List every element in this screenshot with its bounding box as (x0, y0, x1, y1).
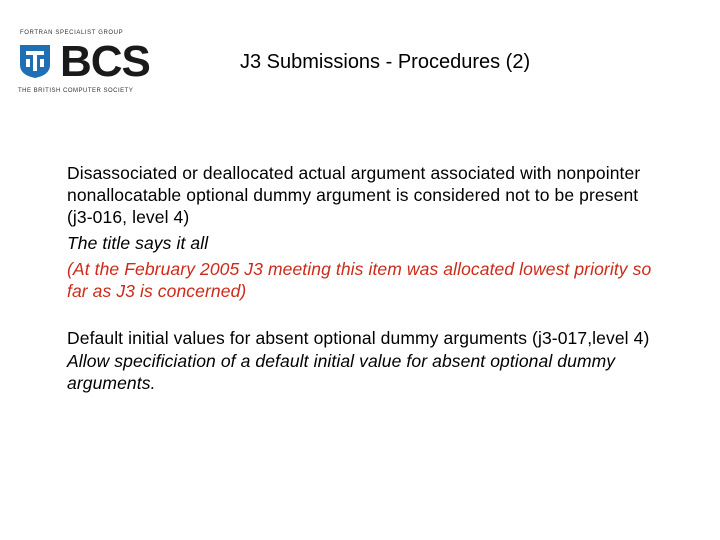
item2-heading: Default initial values for absent optional dummy arguments (j3-017,level 4) (67, 328, 650, 348)
logo-wordmark: BCS (60, 37, 150, 86)
logo-top-text: FORTRAN SPECIALIST GROUP (20, 30, 124, 36)
item1-note: (At the February 2005 J3 meeting this item was allocated lowest priority so far as J3 is concerned) (67, 259, 652, 301)
logo-bottom-text: THE BRITISH COMPUTER SOCIETY (18, 88, 134, 94)
bcs-logo (16, 30, 150, 100)
item1-heading: Disassociated or deallocated actual argument associated with nonpointer nonallocatable optional dummy argument is considered not to be present (j3-016, level 4) (67, 163, 641, 227)
slide-body (67, 162, 667, 394)
item1-summary: The title says it all (67, 233, 209, 253)
bcs-emblem-icon (18, 43, 52, 79)
item2-summary: Allow specificiation of a default initial value for absent optional dummy arguments. (67, 351, 616, 393)
slide-title: J3 Submissions - Procedures (2) (240, 51, 531, 73)
